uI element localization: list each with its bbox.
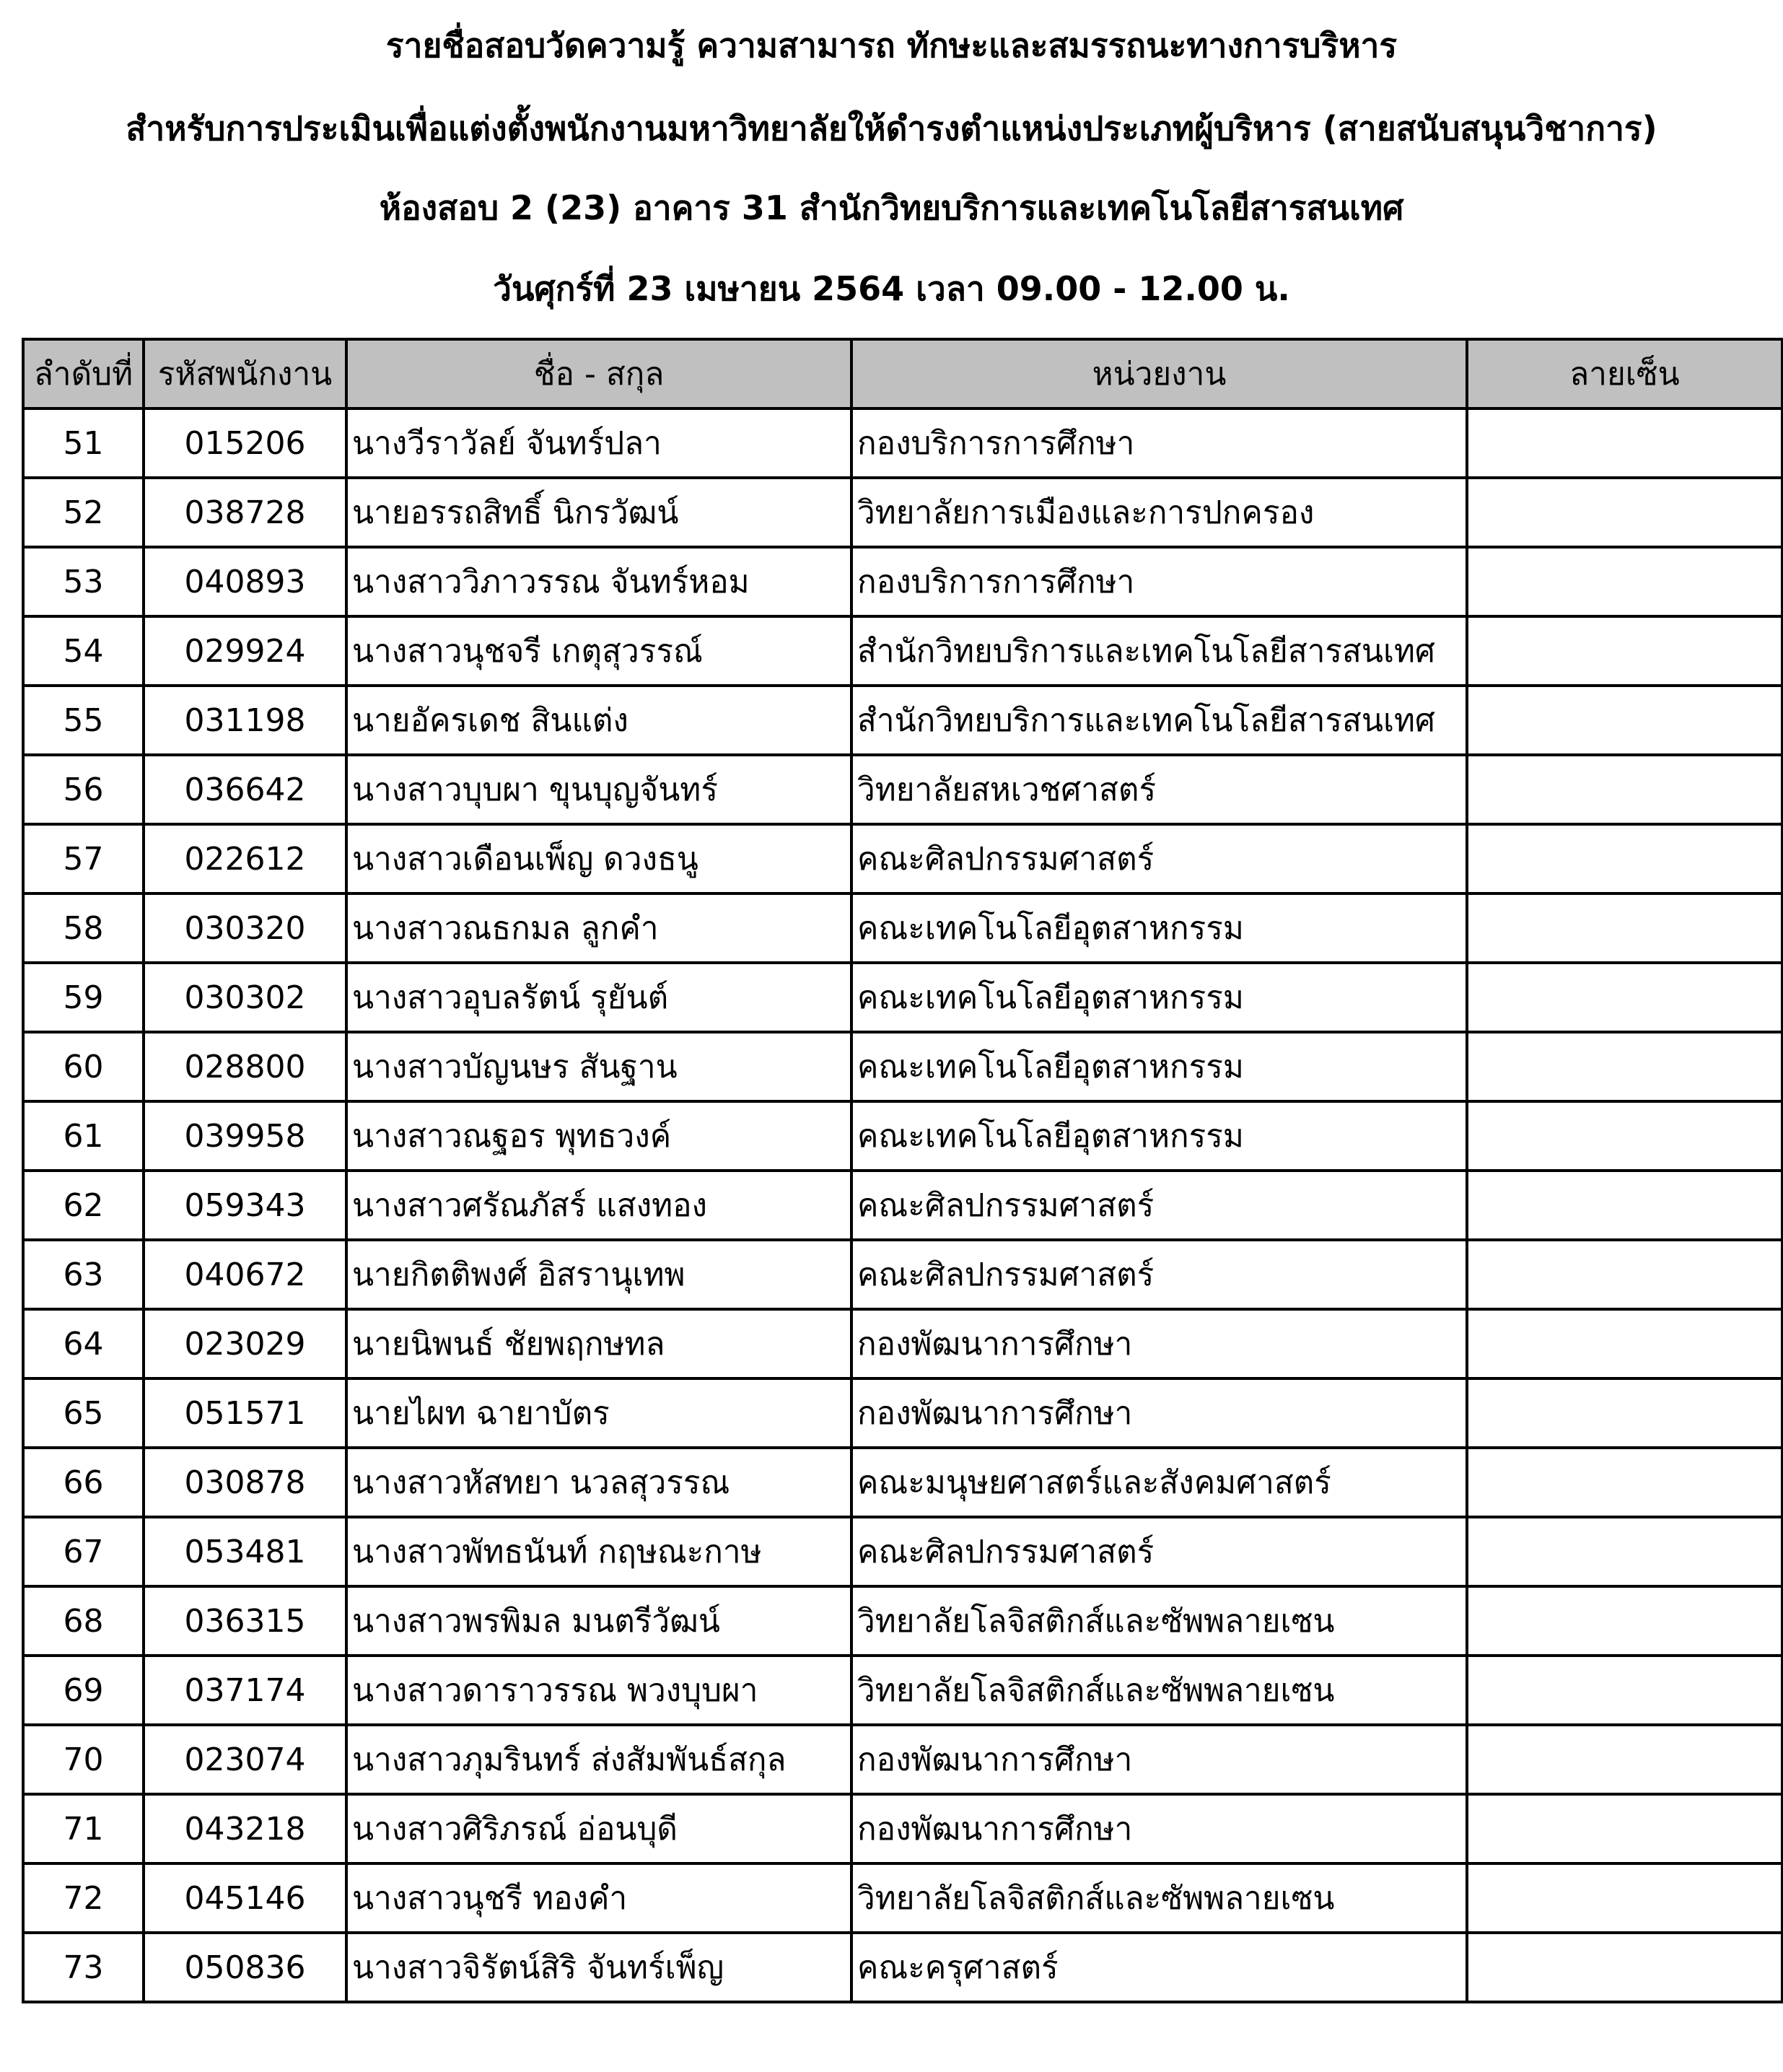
- row-order-number: 53: [23, 547, 144, 616]
- attendance-table: [22, 338, 1783, 2003]
- row-signature-cell[interactable]: [1467, 1933, 1782, 2002]
- row-order-number: 71: [23, 1794, 144, 1863]
- row-department: วิทยาลัยโลจิสติกส์และซัพพลายเซน: [851, 1586, 1467, 1656]
- row-order-number: 64: [23, 1309, 144, 1378]
- row-department: วิทยาลัยสหเวชศาสตร์: [851, 755, 1467, 824]
- column-header-order: ลำดับที่: [23, 339, 144, 408]
- row-order-number: 57: [23, 824, 144, 893]
- table-row: [23, 1794, 1782, 1863]
- row-order-number: 68: [23, 1586, 144, 1656]
- row-department: วิทยาลัยการเมืองและการปกครอง: [851, 478, 1467, 547]
- row-name: นางสาวบุบผา ขุนบุญจันทร์: [346, 755, 851, 824]
- row-signature-cell[interactable]: [1467, 1863, 1782, 1933]
- row-name: นายกิตติพงศ์ อิสรานุเทพ: [346, 1240, 851, 1309]
- row-name: นางสาวพรพิมล มนตรีวัฒน์: [346, 1586, 851, 1656]
- row-employee-code: 015206: [144, 408, 346, 478]
- row-department: คณะเทคโนโลยีอุตสาหกรรม: [851, 963, 1467, 1032]
- document-subtitle: สำหรับการประเมินเพื่อแต่งตั้งพนักงานมหาวิทยาลัยให้ดำรงตำแหน่งประเภทผู้บริหาร (สายสนับสนุนวิชาการ): [126, 109, 1657, 148]
- table-row: [23, 1586, 1782, 1656]
- row-employee-code: 029924: [144, 616, 346, 686]
- table-row: [23, 1656, 1782, 1725]
- row-employee-code: 039958: [144, 1101, 346, 1171]
- row-signature-cell[interactable]: [1467, 963, 1782, 1032]
- document-title: รายชื่อสอบวัดความรู้ ความสามารถ ทักษะและสมรรถนะทางการบริหาร: [385, 26, 1398, 65]
- table-row: [23, 1240, 1782, 1309]
- table-row: [23, 686, 1782, 755]
- table-header-row: [23, 339, 1782, 408]
- table-row: [23, 1725, 1782, 1794]
- row-department: สำนักวิทยบริการและเทคโนโลยีสารสนเทศ: [851, 686, 1467, 755]
- row-order-number: 62: [23, 1171, 144, 1240]
- table-row: [23, 963, 1782, 1032]
- row-department: กองพัฒนาการศึกษา: [851, 1378, 1467, 1448]
- row-order-number: 63: [23, 1240, 144, 1309]
- row-order-number: 67: [23, 1517, 144, 1586]
- row-signature-cell[interactable]: [1467, 824, 1782, 893]
- row-employee-code: 040893: [144, 547, 346, 616]
- table-row: [23, 1933, 1782, 2002]
- row-order-number: 72: [23, 1863, 144, 1933]
- column-header-signature: ลายเซ็น: [1467, 339, 1782, 408]
- row-signature-cell[interactable]: [1467, 478, 1782, 547]
- row-signature-cell[interactable]: [1467, 547, 1782, 616]
- row-signature-cell[interactable]: [1467, 1725, 1782, 1794]
- row-name: นางวีราวัลย์ จันทร์ปลา: [346, 408, 851, 478]
- row-employee-code: 038728: [144, 478, 346, 547]
- table-row: [23, 755, 1782, 824]
- row-name: นางสาวเดือนเพ็ญ ดวงธนู: [346, 824, 851, 893]
- row-signature-cell[interactable]: [1467, 408, 1782, 478]
- table-row: [23, 408, 1782, 478]
- row-department: กองพัฒนาการศึกษา: [851, 1725, 1467, 1794]
- row-name: นางสาวดาราวรรณ พวงบุบผา: [346, 1656, 851, 1725]
- row-department: คณะเทคโนโลยีอุตสาหกรรม: [851, 1032, 1467, 1101]
- row-department: วิทยาลัยโลจิสติกส์และซัพพลายเซน: [851, 1656, 1467, 1725]
- row-signature-cell[interactable]: [1467, 1032, 1782, 1101]
- row-name: นางสาวอุบลรัตน์ รุยันต์: [346, 963, 851, 1032]
- row-order-number: 59: [23, 963, 144, 1032]
- row-signature-cell[interactable]: [1467, 686, 1782, 755]
- row-department: กองพัฒนาการศึกษา: [851, 1794, 1467, 1863]
- table-row: [23, 547, 1782, 616]
- row-department: กองบริการการศึกษา: [851, 408, 1467, 478]
- row-order-number: 58: [23, 893, 144, 963]
- row-name: นางสาวจิรัตน์สิริ จันทร์เพ็ญ: [346, 1933, 851, 2002]
- row-department: คณะศิลปกรรมศาสตร์: [851, 1171, 1467, 1240]
- row-employee-code: 028800: [144, 1032, 346, 1101]
- table-row: [23, 1448, 1782, 1517]
- row-signature-cell[interactable]: [1467, 1794, 1782, 1863]
- row-employee-code: 022612: [144, 824, 346, 893]
- row-name: นางสาวบัญนษร สันฐาน: [346, 1032, 851, 1101]
- row-order-number: 60: [23, 1032, 144, 1101]
- table-row: [23, 1171, 1782, 1240]
- row-name: นางสาวนุชจรี เกตุสุวรรณ์: [346, 616, 851, 686]
- exam-date-line: วันศุกร์ที่ 23 เมษายน 2564 เวลา 09.00 - 12.00 น.: [493, 269, 1290, 308]
- row-department: กองบริการการศึกษา: [851, 547, 1467, 616]
- row-order-number: 70: [23, 1725, 144, 1794]
- row-name: นางสาวหัสทยา นวลสุวรรณ: [346, 1448, 851, 1517]
- table-row: [23, 824, 1782, 893]
- row-employee-code: 036315: [144, 1586, 346, 1656]
- row-employee-code: 030320: [144, 893, 346, 963]
- row-employee-code: 059343: [144, 1171, 346, 1240]
- table-row: [23, 1863, 1782, 1933]
- row-signature-cell[interactable]: [1467, 1240, 1782, 1309]
- table-row: [23, 1517, 1782, 1586]
- column-header-employee-code: รหัสพนักงาน: [144, 339, 346, 408]
- row-name: นางสาวพัทธนันท์ กฤษณะกาษ: [346, 1517, 851, 1586]
- row-department: คณะเทคโนโลยีอุตสาหกรรม: [851, 1101, 1467, 1171]
- row-department: กองพัฒนาการศึกษา: [851, 1309, 1467, 1378]
- column-header-name: ชื่อ - สกุล: [346, 339, 851, 408]
- row-signature-cell[interactable]: [1467, 1378, 1782, 1448]
- row-department: คณะมนุษยศาสตร์และสังคมศาสตร์: [851, 1448, 1467, 1517]
- row-name: นางสาววิภาวรรณ จันทร์หอม: [346, 547, 851, 616]
- row-employee-code: 053481: [144, 1517, 346, 1586]
- row-employee-code: 040672: [144, 1240, 346, 1309]
- column-header-department: หน่วยงาน: [851, 339, 1467, 408]
- row-signature-cell[interactable]: [1467, 1171, 1782, 1240]
- row-signature-cell[interactable]: [1467, 1586, 1782, 1656]
- row-employee-code: 023029: [144, 1309, 346, 1378]
- row-department: คณะศิลปกรรมศาสตร์: [851, 1517, 1467, 1586]
- row-employee-code: 030878: [144, 1448, 346, 1517]
- row-department: คณะศิลปกรรมศาสตร์: [851, 1240, 1467, 1309]
- row-order-number: 52: [23, 478, 144, 547]
- row-name: นางสาวนุชรี ทองคำ: [346, 1863, 851, 1933]
- row-department: สำนักวิทยบริการและเทคโนโลยีสารสนเทศ: [851, 616, 1467, 686]
- row-name: นางสาวณธกมล ลูกคำ: [346, 893, 851, 963]
- table-row: [23, 1032, 1782, 1101]
- row-order-number: 65: [23, 1378, 144, 1448]
- row-department: วิทยาลัยโลจิสติกส์และซัพพลายเซน: [851, 1863, 1467, 1933]
- row-order-number: 56: [23, 755, 144, 824]
- row-signature-cell[interactable]: [1467, 1656, 1782, 1725]
- table-row: [23, 616, 1782, 686]
- row-employee-code: 030302: [144, 963, 346, 1032]
- row-employee-code: 043218: [144, 1794, 346, 1863]
- row-name: นายไผท ฉายาบัตร: [346, 1378, 851, 1448]
- row-signature-cell[interactable]: [1467, 1309, 1782, 1378]
- row-signature-cell[interactable]: [1467, 1101, 1782, 1171]
- row-name: นายอรรถสิทธิ์ นิกรวัฒน์: [346, 478, 851, 547]
- table-row: [23, 1309, 1782, 1378]
- row-employee-code: 023074: [144, 1725, 346, 1794]
- row-name: นางสาวศิริภรณ์ อ่อนบุดี: [346, 1794, 851, 1863]
- row-department: คณะครุศาสตร์: [851, 1933, 1467, 2002]
- row-employee-code: 036642: [144, 755, 346, 824]
- row-employee-code: 051571: [144, 1378, 346, 1448]
- exam-room-line: ห้องสอบ 2 (23) อาคาร 31 สำนักวิทยบริการและเทคโนโลยีสารสนเทศ: [379, 188, 1404, 227]
- row-order-number: 61: [23, 1101, 144, 1171]
- row-order-number: 54: [23, 616, 144, 686]
- row-employee-code: 050836: [144, 1933, 346, 2002]
- row-employee-code: 031198: [144, 686, 346, 755]
- row-signature-cell[interactable]: [1467, 1517, 1782, 1586]
- table-row: [23, 478, 1782, 547]
- row-employee-code: 045146: [144, 1863, 346, 1933]
- row-name: นางสาวภุมรินทร์ ส่งสัมพันธ์สกุล: [346, 1725, 851, 1794]
- row-employee-code: 037174: [144, 1656, 346, 1725]
- row-signature-cell[interactable]: [1467, 616, 1782, 686]
- row-order-number: 69: [23, 1656, 144, 1725]
- row-signature-cell[interactable]: [1467, 755, 1782, 824]
- row-signature-cell[interactable]: [1467, 893, 1782, 963]
- table-row: [23, 893, 1782, 963]
- row-department: คณะเทคโนโลยีอุตสาหกรรม: [851, 893, 1467, 963]
- row-order-number: 66: [23, 1448, 144, 1517]
- table-row: [23, 1101, 1782, 1171]
- table-row: [23, 1378, 1782, 1448]
- row-order-number: 51: [23, 408, 144, 478]
- row-order-number: 73: [23, 1933, 144, 2002]
- row-name: นายอัครเดช สินแต่ง: [346, 686, 851, 755]
- row-order-number: 55: [23, 686, 144, 755]
- row-name: นายนิพนธ์ ชัยพฤกษทล: [346, 1309, 851, 1378]
- row-signature-cell[interactable]: [1467, 1448, 1782, 1517]
- row-name: นางสาวณฐอร พุทธวงค์: [346, 1101, 851, 1171]
- row-name: นางสาวศรัณภัสร์ แสงทอง: [346, 1171, 851, 1240]
- row-department: คณะศิลปกรรมศาสตร์: [851, 824, 1467, 893]
